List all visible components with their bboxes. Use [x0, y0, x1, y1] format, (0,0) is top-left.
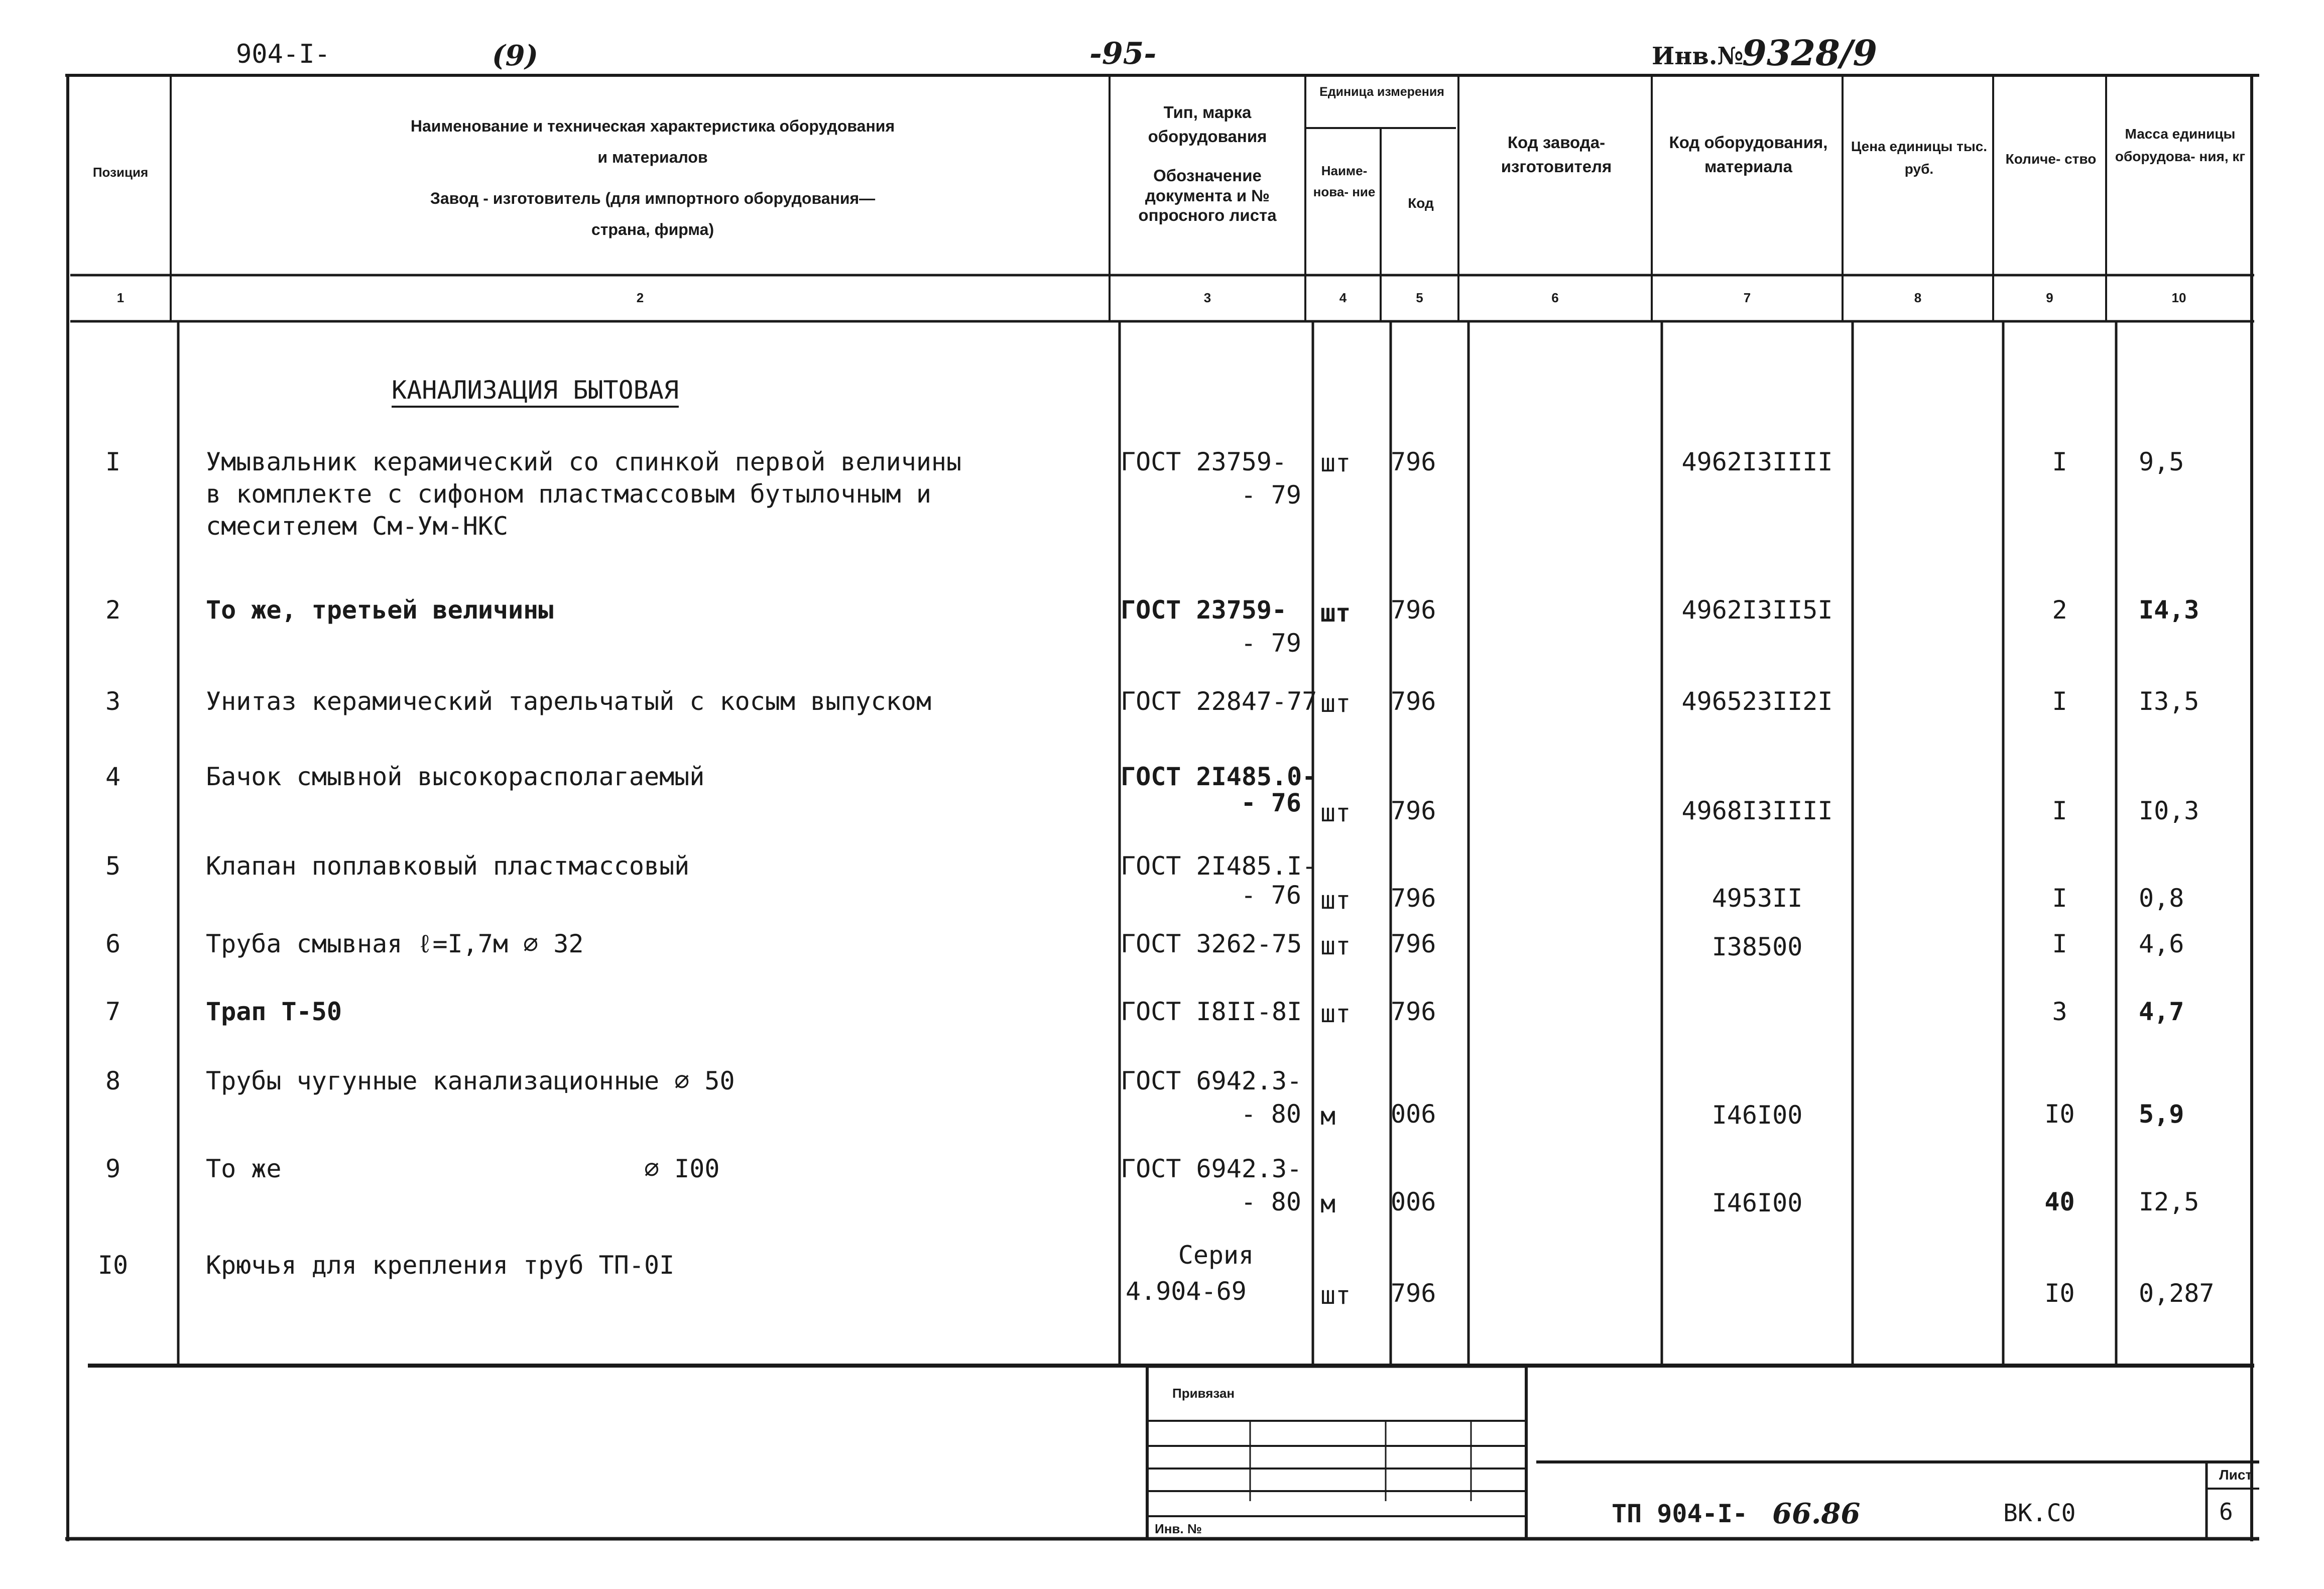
- header-name-line1: Наименование и техническая характеристика оборудования: [410, 117, 895, 135]
- row-equipment-code: I46I00: [1711, 1101, 1803, 1130]
- row-mass: 4,6: [2139, 929, 2184, 958]
- row-position: I0: [97, 1251, 129, 1280]
- row-equipment-code: 4968I3IIII: [1681, 796, 1833, 825]
- series-code: 904-I-: [236, 39, 330, 69]
- row-position: 4: [105, 762, 121, 791]
- row-document: ГОСТ I8II-8I: [1121, 997, 1302, 1026]
- row-name: Унитаз керамический тарельчатый с косым выпуском: [206, 687, 931, 716]
- stamp-inventory-label: Инв. №: [1155, 1521, 1202, 1536]
- row-quantity: I0: [2044, 1279, 2075, 1308]
- row-unit: м: [1320, 1102, 1336, 1131]
- row-mass: 0,287: [2139, 1279, 2215, 1308]
- row-unit: шт: [1320, 689, 1351, 718]
- header-name-line2: и материалов: [597, 148, 708, 166]
- header-unit-name: Наиме- нова- ние: [1313, 163, 1376, 199]
- row-document: ГОСТ 6942.3-: [1121, 1154, 1302, 1183]
- table-row: [0, 595, 2324, 658]
- colnum-3: 3: [1203, 290, 1211, 305]
- row-position: 8: [105, 1066, 121, 1095]
- row-unit: шт: [1320, 1281, 1351, 1310]
- row-unit: шт: [1320, 448, 1351, 477]
- header-name-line3: Завод - изготовитель (для импортного оборудования—: [430, 189, 876, 207]
- table-row: [0, 1066, 2324, 1131]
- row-mass: 0,8: [2139, 884, 2184, 913]
- table-row: [0, 762, 2324, 827]
- stamp-doc-mark: ВК.С0: [2003, 1499, 2076, 1527]
- row-name: Крючья для крепления труб ТП-0I: [206, 1251, 675, 1280]
- row-document: ГОСТ 23759-: [1121, 595, 1287, 625]
- row-unit-code: 006: [1391, 1099, 1436, 1129]
- header-price: Цена единицы тыс. руб.: [1851, 139, 1988, 177]
- row-name: Умывальник керамический со спинкой первой величины: [206, 447, 962, 476]
- table-row: [0, 1241, 2324, 1310]
- row-unit: шт: [1320, 798, 1351, 827]
- colnum-9: 9: [2046, 290, 2053, 305]
- row-unit: шт: [1320, 886, 1351, 915]
- row-unit: шт: [1320, 931, 1351, 960]
- row-document: ГОСТ 23759-: [1121, 447, 1287, 476]
- stamp-sheet-number: 6: [2219, 1498, 2233, 1525]
- colnum-7: 7: [1743, 290, 1751, 305]
- page-number: -95-: [1089, 36, 1157, 71]
- colnum-8: 8: [1914, 290, 1922, 305]
- table-row: [0, 687, 2324, 718]
- colnum-4: 4: [1339, 290, 1347, 305]
- header-name-line4: страна, фирма): [591, 220, 714, 238]
- header-unit-group: Единица измерения: [1319, 85, 1444, 99]
- colnum-2: 2: [636, 290, 644, 305]
- row-name: Клапан поплавковый пластмассовый: [206, 851, 690, 881]
- row-equipment-code: I46I00: [1711, 1188, 1803, 1217]
- row-document-line2: - 79: [1241, 629, 1301, 658]
- row-unit-code: 796: [1391, 884, 1436, 913]
- header-position: Позиция: [92, 165, 149, 180]
- row-position: 7: [105, 997, 121, 1026]
- table-row: [0, 851, 2324, 915]
- row-document-line2: - 80: [1241, 1099, 1301, 1129]
- header-factory-code: Код завода- изготовителя: [1501, 133, 1612, 176]
- row-equipment-code: 4962I3IIII: [1681, 447, 1833, 476]
- row-document-line2: - 76: [1241, 881, 1301, 910]
- inventory-number: 9328/9: [1742, 32, 1878, 74]
- colnum-6: 6: [1551, 290, 1559, 305]
- row-document: ГОСТ 6942.3-: [1121, 1066, 1302, 1095]
- row-mass: I0,3: [2139, 796, 2199, 825]
- row-name-line3: смесителем См-Ум-НКС: [206, 512, 509, 541]
- part-number: (9): [492, 39, 538, 72]
- row-quantity: 40: [2044, 1187, 2075, 1216]
- header-document: Обозначение документа и № опросного листа: [1138, 166, 1277, 225]
- row-unit-code: 796: [1391, 997, 1436, 1026]
- row-document: ГОСТ 2I485.0-: [1121, 762, 1317, 791]
- row-document: ГОСТ 2I485.I-: [1121, 851, 1317, 881]
- table-row: [0, 997, 2324, 1028]
- row-equipment-code: 4962I3II5I: [1681, 595, 1833, 625]
- row-unit: шт: [1320, 999, 1351, 1028]
- row-position: 9: [105, 1154, 121, 1183]
- colnum-10: 10: [2171, 290, 2186, 305]
- table-row: [0, 929, 2324, 961]
- row-mass: I3,5: [2139, 687, 2199, 716]
- row-quantity: I: [2052, 929, 2067, 958]
- header-quantity: Количе- ство: [2005, 151, 2097, 167]
- row-unit-code: 796: [1391, 1279, 1436, 1308]
- section-title: КАНАЛИЗАЦИЯ БЫТОВАЯ: [392, 376, 679, 405]
- row-unit: шт: [1320, 598, 1351, 628]
- header-equipment-code: Код оборудования, материала: [1669, 133, 1828, 176]
- row-name-line2: в комплекте с сифоном пластмассовым бутылочным и: [206, 479, 931, 509]
- row-unit-code: 796: [1391, 687, 1436, 716]
- row-quantity: I0: [2044, 1099, 2075, 1129]
- colnum-5: 5: [1416, 290, 1423, 305]
- row-name: Труба смывная ℓ=I,7м ∅ 32: [206, 929, 584, 958]
- row-unit: м: [1320, 1189, 1336, 1218]
- row-mass: I2,5: [2139, 1187, 2199, 1216]
- header-mass: Масса единицы оборудова- ния, кг: [2115, 126, 2246, 164]
- row-equipment-code: I38500: [1711, 932, 1803, 961]
- row-unit-code: 796: [1391, 929, 1436, 958]
- table-row: [0, 1154, 2324, 1218]
- table-row: [0, 447, 2324, 541]
- stamp-doc-code-handwritten: 66.86: [1772, 1497, 1861, 1530]
- row-name: То же ∅ I00: [206, 1154, 720, 1183]
- row-quantity: I: [2052, 687, 2067, 716]
- stamp-doc-code: ТП 904-I-: [1612, 1499, 1748, 1528]
- row-mass: I4,3: [2139, 595, 2199, 625]
- row-name: Трубы чугунные канализационные ∅ 50: [206, 1066, 735, 1095]
- row-quantity: I: [2052, 796, 2067, 825]
- row-position: 3: [105, 687, 121, 716]
- stamp-linked-label: Привязан: [1172, 1386, 1235, 1401]
- row-quantity: I: [2052, 884, 2067, 913]
- row-position: 2: [105, 595, 121, 625]
- row-unit-code: 796: [1391, 796, 1436, 825]
- row-name: То же, третьей величины: [206, 595, 554, 625]
- row-mass: 9,5: [2139, 447, 2184, 476]
- row-document-line2: 4.904-69: [1126, 1277, 1247, 1306]
- colnum-1: 1: [116, 290, 125, 305]
- row-quantity: I: [2052, 447, 2067, 476]
- row-document: ГОСТ 22847-77: [1121, 687, 1317, 716]
- row-equipment-code: 4953II: [1711, 884, 1803, 913]
- row-document-line2: - 76: [1241, 788, 1301, 817]
- stamp-sheet-label: Лист: [2219, 1467, 2253, 1483]
- inventory-label: Инв.№: [1652, 42, 1744, 70]
- row-name: Бачок смывной высокорасполагаемый: [206, 762, 705, 791]
- row-document-line2: - 79: [1241, 480, 1301, 510]
- row-quantity: 3: [2052, 997, 2067, 1026]
- row-name: Трап Т-50: [206, 997, 342, 1026]
- row-equipment-code: 496523II2I: [1681, 687, 1833, 716]
- row-mass: 4,7: [2139, 997, 2184, 1026]
- row-document: Серия: [1178, 1241, 1254, 1270]
- row-position: 6: [105, 929, 121, 958]
- row-document-line2: - 80: [1241, 1187, 1301, 1216]
- row-document: ГОСТ 3262-75: [1121, 929, 1302, 958]
- header-type: Тип, марка оборудования: [1148, 103, 1267, 146]
- row-position: I: [105, 447, 121, 476]
- row-mass: 5,9: [2139, 1099, 2184, 1129]
- row-quantity: 2: [2052, 595, 2067, 625]
- row-unit-code: 006: [1391, 1187, 1436, 1216]
- row-unit-code: 796: [1391, 447, 1436, 476]
- row-position: 5: [105, 851, 121, 881]
- row-unit-code: 796: [1391, 595, 1436, 625]
- header-unit-code: Код: [1408, 195, 1434, 211]
